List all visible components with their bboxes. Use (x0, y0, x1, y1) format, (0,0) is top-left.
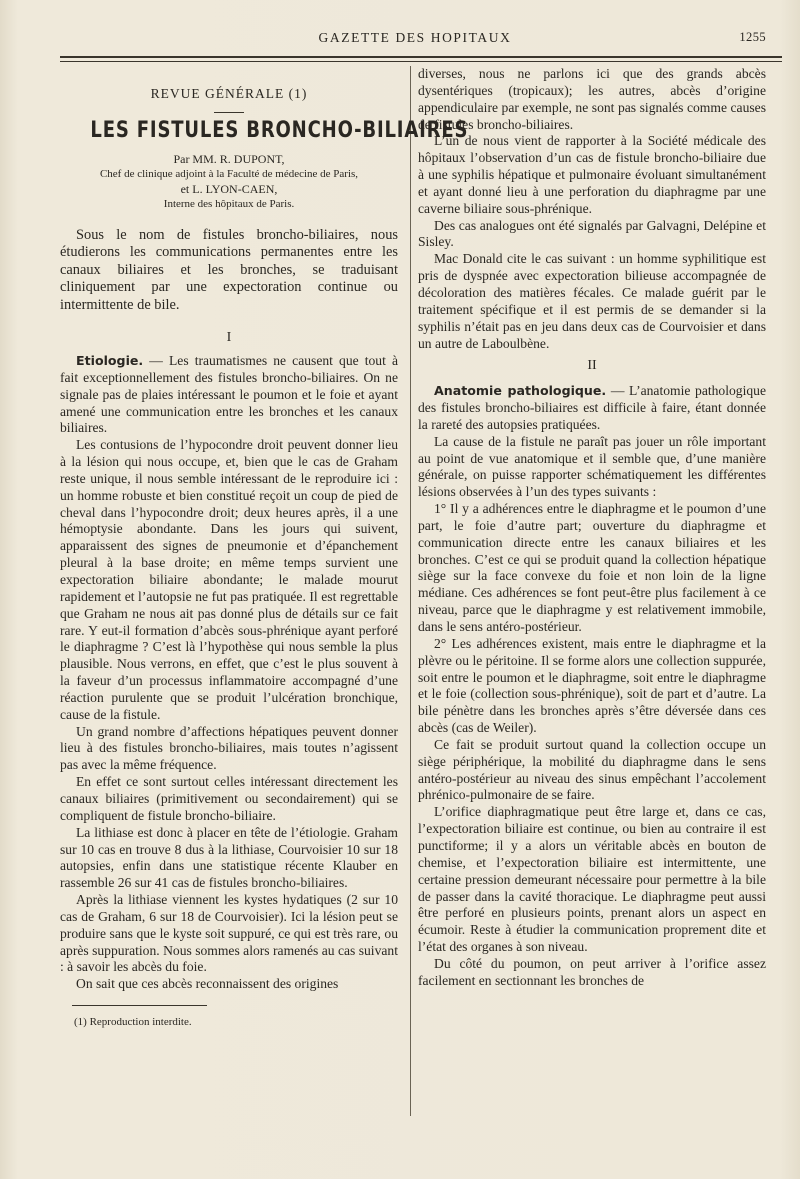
intro-text: Sous le nom de fistules broncho-biliaires, nous étudierons les communications permanentes entre les canaux biliaires et les bronches, se traduisant cliniquement par une expectoration continue ou intermittente de bile. (60, 226, 398, 313)
section-number-2: II (587, 358, 597, 374)
footnote-rule (72, 1005, 207, 1006)
paragraph-hepatic: Un grand nombre d’affections hépatiques peuvent donner lieu à des fistules broncho-biliaires, mais toutes n’agissent pas avec la même fréquence. (60, 723, 398, 773)
paragraph-cysts: Après la lithiase viennent les kystes hydatiques (2 sur 10 cas de Graham, 6 sur 18 de Courvoisier). Ici la lésion peut se produire sans que le kyste soit suppuré, ce qui est très rare, ou après suppuration. Nous sommes alors ramenés au cas suivant : à savoir les abcès du foie. (60, 892, 398, 975)
intro-paragraph (60, 227, 398, 315)
author-1-role: Chef de clinique adjoint à la Faculté de médecine de Paris, (99, 167, 359, 180)
article-title: LES FISTULES BRONCHO-BILIAIRES (90, 117, 469, 143)
footnote: (1) Reproduction interdite. (74, 1016, 192, 1029)
paragraph-canals: En effet ce sont surtout celles intéressant directement les canaux biliaires (primitivement ou secondairement) qui se compliquent de fistule broncho-biliaire. (60, 774, 398, 823)
paragraph-lung-side: Du côté du poumon, on peut arriver à l’orifice assez facilement en sectionnant les bronches de (418, 955, 766, 988)
paragraph-peripheral: Ce fait se produit surtout quand la collection occupe un siège périphérique, la mobilité du diaphragme dans le sens antéro-postérieur au niveau des sinus empêchant l’accolement phrénico-pulmonaire de se faire. (418, 736, 766, 803)
page-number: 1255 (739, 30, 766, 44)
paragraph-abscess: On sait que ces abcès reconnaissent des origines (76, 976, 339, 992)
header-rule-thin (60, 61, 782, 62)
author-1: Par MM. R. DUPONT, (173, 151, 285, 166)
paragraph-syphilis: L’un de nous vient de rapporter à la Société médicale des hôpitaux l’observation d’un cas de fistule broncho-biliaire due à une syphilis hépatique et pulmonaire évoluant simultanément et ayant donné lieu à une perforation du diaphragme par une caverne biliaire sous-phrénique. (418, 133, 766, 216)
author-2: et L. LYON-CAEN, (180, 181, 278, 196)
paragraph-diverses: diverses, nous ne parlons ici que des grands abcès dysentériques (tropicaux); les autres, abcès d’origine appendiculaire par exemple, ne sont pas signalés comme causes de fistules broncho-biliaires. (418, 66, 766, 132)
anatomy-paragraph (418, 383, 766, 434)
paragraph-orifice: L’orifice diaphragmatique peut être large et, dans ce cas, l’expectoration biliaire est continue, ou bien au contraire il est punctiforme; il y a alors un véritable abcès en bouton de chemise, et l’expectoration biliaire est intermittente, une certaine pression demeurant nécessaire pour permettre à la bile de passer dans la cavité thoracique. Le diaphragme peut aussi être perforé en plusieurs points, prenant alors un aspect en écumoir. Reste à étudier la communication proprement dite et l’état des organes à son niveau. (418, 804, 766, 955)
anatomy-text: — L’anatomie pathologique des fistules broncho-biliaires est difficile à faire, étant donnée la rareté des autopsies pratiquées. (418, 383, 766, 432)
paragraph-analogues: Des cas analogues ont été signalés par Galvagni, Delépine et Sisley. (418, 217, 766, 250)
etiology-paragraph (60, 353, 398, 437)
paragraph-contusions: Les contusions de l’hypocondre droit peuvent donner lieu à la lésion qui nous occupe, et, bien que le cas de Graham reste unique, il nous semble intéressant de le reproduire ici : un homme robuste et bien constitué reçoit un coup de pied de cheval dans l’hypocondre droit; deux heures après, il a une hémoptysie abondante. Dans les jours qui suivent, apparaissent des signes de pneumonie et d’épanchement pleural à la base droite; en même temps survient une expectoration biliaire abondante; le malade mourut rapidement et l’autopsie ne fut pas pratiquée. Il est regrettable que Graham ne nous ait pas donné plus de détails sur ce fait rare. Y eut-il formation d’abcès sous-phrénique ayant perforé le diaphragme ? C’est là l’hypothèse qui nous semble la plus plausible. Nous verrons, en effet, que c’est le plus souvent à la faveur d’un processus inflammatoire accompagné d’une réaction purulente que se produit l’ulcération bronchique, cause de la fistule. (60, 437, 398, 722)
title-rule (214, 112, 244, 113)
left-column (60, 68, 469, 1031)
paragraph-cause: La cause de la fistule ne paraît pas jouer un rôle important au point de vue anatomique et il semble que, d’une manière générale, on puisse rapporter schématiquement les différentes lésions observées à l’un des types suivants : (418, 433, 766, 500)
anatomy-heading: Anatomie pathologique. (434, 383, 607, 399)
section-label: REVUE GÉNÉRALE (1) (150, 86, 308, 101)
paragraph-mac-donald: Mac Donald cite le cas suivant : un homme syphilitique est pris de dyspnée avec expectoration bilieuse accompagnée de décoloration des matières fécales. Ce malade guérit par le traitement spécifique et il est permis de se demander si la syphilis n’était pas en jeu dans deux cas de Courvoisier et dans un autre de Laboulbène. (418, 251, 766, 351)
right-column (418, 66, 766, 990)
byline (60, 152, 398, 212)
etiology-heading: Etiologie. (76, 353, 144, 369)
author-2-role: Interne des hôpitaux de Paris. (163, 197, 295, 210)
paragraph-type-2: 2° Les adhérences existent, mais entre le diaphragme et la plèvre ou le péritoine. Il se forme alors une collection suppurée, soit entre le poumon et le diaphragme, soit entre le diaphragme et le foie (collection sous-phrénique), soit de part et d’autre. La bile pénètre dans les bronches après s’être déversée dans ces abcès (cas de Weiler). (418, 635, 766, 736)
etiology-text: — Les traumatismes ne causent que tout à fait exceptionnellement des fistules broncho-biliaires. On ne signale pas de plaies intéressant le poumon et le foie et ayant amené une communication entre les bronches et les canaux biliaires. (60, 353, 398, 436)
header-rule (60, 56, 782, 58)
journal-title: GAZETTE DES HOPITAUX (318, 30, 512, 45)
column-divider (410, 66, 411, 1116)
paragraph-lithiasis: La lithiase est donc à placer en tête de l’étiologie. Graham sur 10 cas en trouve 8 dus à la lithiase, Courvoisier 10 sur 18 autopsies, enfin dans une statistique récente Klauber en rassemble 26 sur 41 cas de fistules broncho-biliaires. (60, 824, 398, 891)
running-header (60, 30, 770, 56)
paragraph-type-1: 1° Il y a adhérences entre le diaphragme et le poumon d’une part, le foie d’autre part; ouverture du diaphragme et communication directe entre les canaux biliaires et les bronches. C’est ce qui se produit quand la collection hépatique siège sur la face convexe du foie et non loin de la ligne médiane. Ces adhérences se font peut-être plus facilement à ce niveau, parce que le diaphragme y est relativement immobile, dans le sens antéro-postérieur. (418, 501, 766, 634)
section-number-1: I (226, 330, 232, 346)
